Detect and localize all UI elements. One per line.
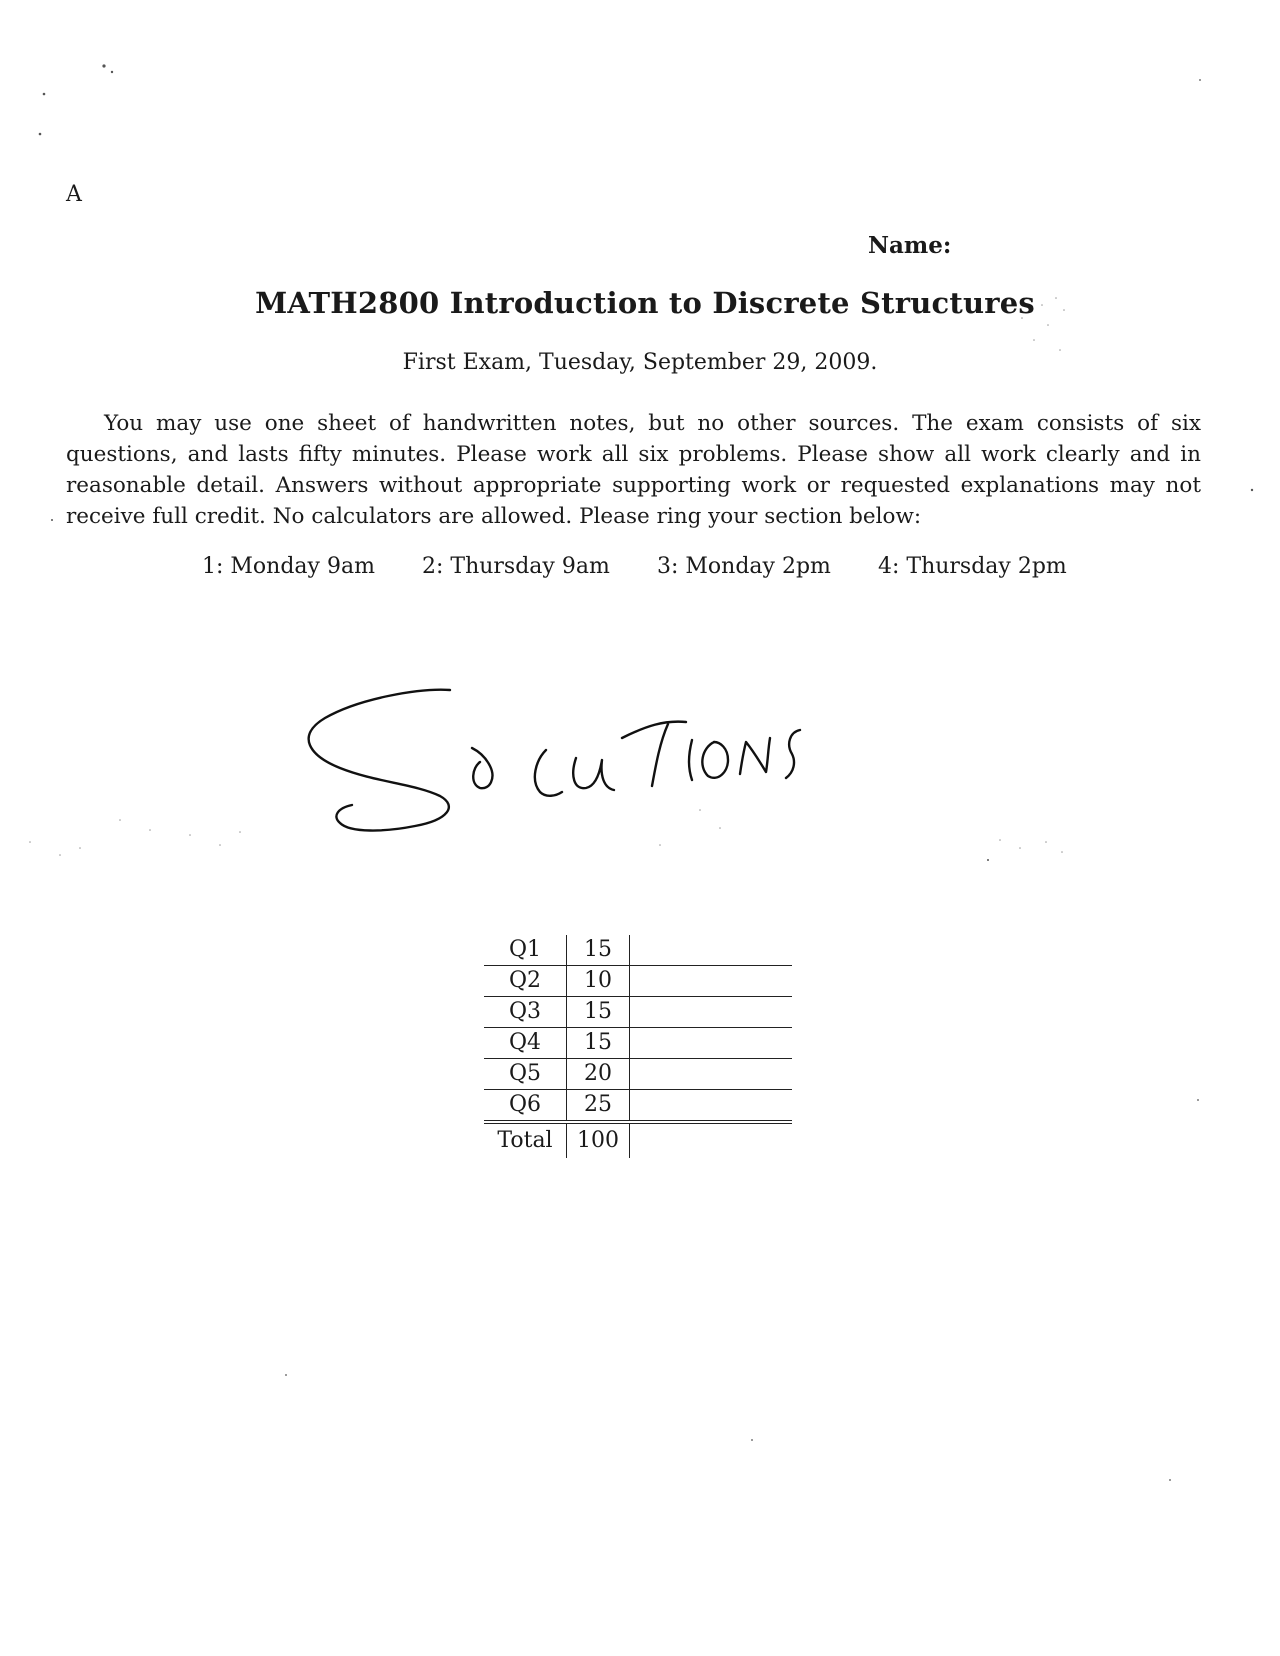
table-row [484, 966, 792, 997]
section-option-1[interactable]: 1: Monday 9am [202, 554, 375, 579]
score-cell[interactable] [630, 1090, 793, 1123]
table-row [484, 1059, 792, 1090]
table-row [484, 935, 792, 966]
section-option-3[interactable]: 3: Monday 2pm [657, 554, 831, 579]
exam-instructions: You may use one sheet of handwritten notes, but no other sources. The exam consists of six questions, and lasts fifty minutes. Please work all six problems. Please show all work clearly and in reasonable detail. Answers without appropriate supporting work or requested explanations may not receive full credit. No calculators are allowed. Please ring your section below: [66, 411, 1201, 529]
total-points: 100 [567, 1122, 630, 1158]
exam-info: First Exam, Tuesday, September 29, 2009. [402, 350, 878, 375]
question-label: Q1 [484, 935, 567, 966]
section-option-2[interactable]: 2: Thursday 9am [422, 554, 610, 579]
score-cell[interactable] [630, 935, 793, 966]
question-label: Q6 [484, 1090, 567, 1123]
question-points: 15 [567, 935, 630, 966]
course-title: MATH2800 Introduction to Discrete Structures [255, 286, 1035, 320]
table-row [484, 1090, 792, 1123]
score-cell[interactable] [630, 997, 793, 1028]
total-score-cell[interactable] [630, 1122, 793, 1158]
score-cell[interactable] [630, 966, 793, 997]
total-row [484, 1122, 792, 1158]
question-points: 20 [567, 1059, 630, 1090]
question-label: Q4 [484, 1028, 567, 1059]
total-label: Total [484, 1122, 567, 1158]
question-points: 15 [567, 997, 630, 1028]
question-label: Q5 [484, 1059, 567, 1090]
question-label: Q2 [484, 966, 567, 997]
score-cell[interactable] [630, 1028, 793, 1059]
section-option-4[interactable]: 4: Thursday 2pm [878, 554, 1067, 579]
question-points: 10 [567, 966, 630, 997]
question-label: Q3 [484, 997, 567, 1028]
name-label: Name: [868, 232, 952, 259]
score-table [484, 935, 792, 1158]
table-row [484, 997, 792, 1028]
question-points: 25 [567, 1090, 630, 1123]
exam-version-letter: A [66, 182, 82, 207]
score-cell[interactable] [630, 1059, 793, 1090]
table-row [484, 1028, 792, 1059]
handwritten-solutions-note [300, 668, 860, 868]
question-points: 15 [567, 1028, 630, 1059]
